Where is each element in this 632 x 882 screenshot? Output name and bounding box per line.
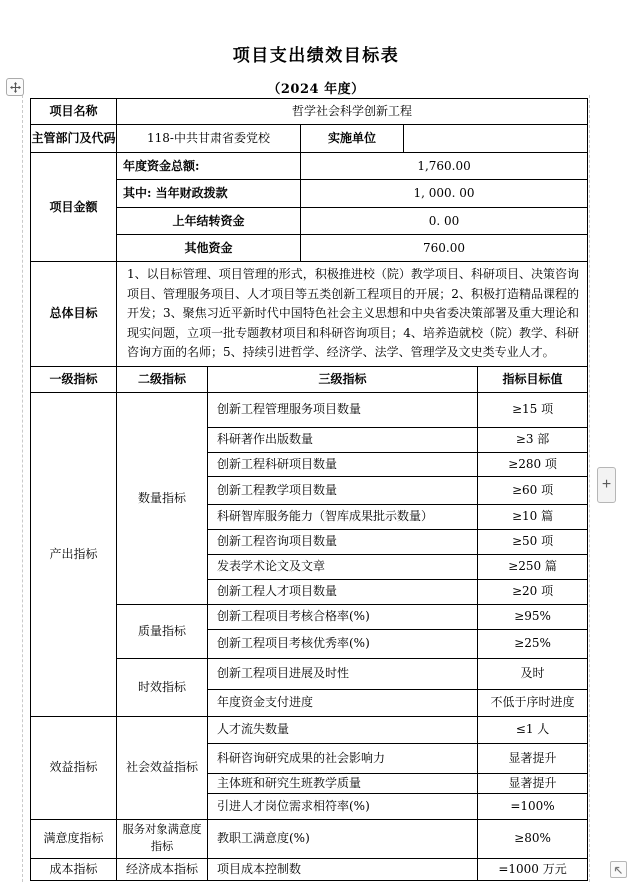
indicator-target: ≥20 项 — [478, 579, 588, 604]
indicator-name: 人才流失数量 — [208, 716, 478, 743]
indicator-row — [31, 392, 588, 427]
level2-social: 社会效益指标 — [117, 716, 208, 819]
amount-item-label: 其他资金 — [117, 235, 301, 262]
indicator-name: 创新工程管理服务项目数量 — [208, 392, 478, 427]
indicator-name: 科研智库服务能力（智库成果批示数量） — [208, 504, 478, 529]
indicator-target: ≥50 项 — [478, 529, 588, 554]
department-row — [31, 125, 588, 153]
indicator-target: =1000 万元 — [478, 858, 588, 880]
overall-goal-row — [31, 262, 588, 367]
amount-item-value: 760.00 — [301, 235, 588, 262]
indicator-name: 发表学术论文及文章 — [208, 554, 478, 579]
indicator-name: 年度资金支付进度 — [208, 689, 478, 716]
indicator-name: 科研咨询研究成果的社会影响力 — [208, 743, 478, 773]
indicator-target: 及时 — [478, 658, 588, 689]
indicator-row — [31, 819, 588, 858]
right-margin-guide — [589, 95, 590, 882]
indicator-target: ≥60 项 — [478, 476, 588, 504]
diagonal-arrow-icon — [614, 860, 623, 879]
move-icon — [10, 78, 21, 97]
amount-item-value: 1, 000. 00 — [301, 180, 588, 208]
indicator-name: 创新工程教学项目数量 — [208, 476, 478, 504]
indicator-target: ≥280 项 — [478, 452, 588, 476]
indicator-name: 创新工程项目考核合格率(%) — [208, 604, 478, 629]
level2-timeliness: 时效指标 — [117, 658, 208, 716]
amount-row — [31, 153, 588, 180]
indicator-target: ≥25% — [478, 629, 588, 658]
indicator-name: 科研著作出版数量 — [208, 427, 478, 452]
indicator-name: 创新工程项目考核优秀率(%) — [208, 629, 478, 658]
project-name-row — [31, 99, 588, 125]
indicator-target: =100% — [478, 793, 588, 819]
overall-goal-text: 1、以目标管理、项目管理的形式，积极推进校（院）教学项目、科研项目、决策咨询项目、管理服务项目、人才项目等五类创新工程项目的开展；2、积极打造精品课程的开发；3、聚焦习近平新时代中国特色社会主义思想和中央省委决策部署及重大理论和现实问题，立项一批专题教材项目和科研咨询项目；4、培养造就校（院）教学、科研咨询方面的名师；5、持续引进哲学、经济学、法学、管理学及文史类专业人才。 — [117, 262, 588, 367]
add-row-button[interactable]: + — [597, 467, 616, 503]
indicator-name: 创新工程科研项目数量 — [208, 452, 478, 476]
project-name-label: 项目名称 — [31, 99, 117, 125]
overall-goal-label: 总体目标 — [31, 262, 117, 367]
header-target: 指标目标值 — [478, 366, 588, 392]
indicator-target: 不低于序时进度 — [478, 689, 588, 716]
level2-service: 服务对象满意度指标 — [117, 819, 208, 858]
indicator-name: 创新工程人才项目数量 — [208, 579, 478, 604]
header-level1: 一级指标 — [31, 366, 117, 392]
document-subtitle: （2024 年度） — [267, 82, 365, 97]
level1-cost: 成本指标 — [31, 858, 117, 880]
department-label: 主管部门及代码 — [31, 125, 117, 153]
indicator-target: ≥80% — [478, 819, 588, 858]
level1-benefit: 效益指标 — [31, 716, 117, 819]
amount-item-value: 1,760.00 — [301, 153, 588, 180]
table-resize-handle[interactable] — [610, 861, 627, 878]
amount-item-label: 其中: 当年财政拨款 — [117, 180, 301, 208]
indicator-target: ≥3 部 — [478, 427, 588, 452]
amount-label: 项目金额 — [31, 153, 117, 262]
indicator-name: 教职工满意度(%) — [208, 819, 478, 858]
indicator-target: ≥250 篇 — [478, 554, 588, 579]
project-name-value: 哲学社会科学创新工程 — [117, 99, 588, 125]
indicator-name: 引进人才岗位需求相符率(%) — [208, 793, 478, 819]
document-title: 项目支出绩效目标表 — [232, 46, 400, 66]
department-value: 118-中共甘肃省委党校 — [117, 125, 301, 153]
level2-quantity: 数量指标 — [117, 392, 208, 604]
implement-unit-label: 实施单位 — [301, 125, 404, 153]
indicator-target: 显著提升 — [478, 743, 588, 773]
indicator-name: 创新工程项目进展及时性 — [208, 658, 478, 689]
indicator-name: 创新工程咨询项目数量 — [208, 529, 478, 554]
amount-item-value: 0. 00 — [301, 208, 588, 235]
indicator-header-row — [31, 366, 588, 392]
amount-item-label: 年度资金总额: — [117, 153, 301, 180]
indicator-row — [31, 716, 588, 743]
implement-unit-value — [404, 125, 588, 153]
header-level3: 三级指标 — [208, 366, 478, 392]
level2-economic: 经济成本指标 — [117, 858, 208, 880]
indicator-row — [31, 858, 588, 880]
level2-quality: 质量指标 — [117, 604, 208, 658]
level1-satisfaction: 满意度指标 — [31, 819, 117, 858]
performance-target-table — [30, 98, 588, 881]
indicator-target: 显著提升 — [478, 773, 588, 793]
level1-output: 产出指标 — [31, 392, 117, 716]
indicator-target: ≥95% — [478, 604, 588, 629]
indicator-target: ≥10 篇 — [478, 504, 588, 529]
indicator-target: ≥15 项 — [478, 392, 588, 427]
header-level2: 二级指标 — [117, 366, 208, 392]
indicator-target: ≤1 人 — [478, 716, 588, 743]
indicator-name: 项目成本控制数 — [208, 858, 478, 880]
table-move-handle[interactable] — [6, 78, 24, 96]
amount-item-label: 上年结转资金 — [117, 208, 301, 235]
left-margin-guide — [22, 95, 23, 882]
indicator-name: 主体班和研究生班教学质量 — [208, 773, 478, 793]
